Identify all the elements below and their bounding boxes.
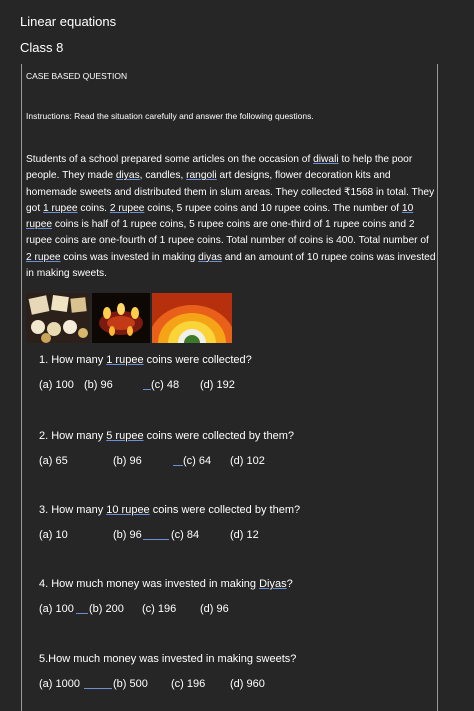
q4-option-a: (a) 100 <box>39 603 74 615</box>
underlined-term: diyas <box>115 170 140 182</box>
q1-option-d: (d) 192 <box>200 379 235 391</box>
q4-option-b: (b) 200 <box>89 603 124 615</box>
passage-text: , candles, <box>139 170 187 182</box>
q2-option-b: (b) 96 <box>113 455 142 467</box>
diya-lamps-image <box>92 293 150 343</box>
q2-option-d: (d) 102 <box>230 455 265 467</box>
passage-text: to help the poor people. They made <box>26 154 413 182</box>
q1-blank-line <box>143 379 151 393</box>
q3-blank-line <box>143 529 169 543</box>
q3-option-b: (b) 96 <box>113 529 142 541</box>
diwali-sweets-image <box>26 293 90 343</box>
underlined-term: diwali <box>313 154 339 165</box>
q5-option-b: (b) 500 <box>113 678 148 690</box>
class-label: Class 8 <box>20 40 64 55</box>
question-3: 3. How many 10 rupee coins were collected by them? <box>39 504 301 516</box>
q1-option-c: (c) 48 <box>151 379 180 391</box>
passage-text: coins was invested in making <box>60 251 199 263</box>
q2-option-a: (a) 65 <box>39 455 68 467</box>
passage-text: Students of a school prepared some articles on the occasion of <box>26 154 314 165</box>
underlined-term: 10 rupee <box>26 202 414 231</box>
q1-option-a: (a) 100 <box>39 379 74 391</box>
q4-option-c: (c) 196 <box>142 603 177 615</box>
q2-option-c: (c) 64 <box>183 455 212 467</box>
passage-text: coins, 5 rupee coins and 10 rupee coins. The number of <box>144 202 402 214</box>
q5-option-a: (a) 1000 <box>39 678 80 690</box>
q5-option-c: (c) 196 <box>171 678 206 690</box>
case-passage <box>26 152 436 282</box>
rangoli-flowers-image <box>152 293 232 343</box>
q1-option-b: (b) 96 <box>84 379 113 391</box>
question-5: 5.How much money was invested in making sweets? <box>39 653 297 665</box>
passage-text: and an amount of 10 rupee coins was invested in making sweets. <box>26 251 436 280</box>
underlined-term: diyas <box>198 251 222 263</box>
q3-option-c: (c) 84 <box>171 529 200 541</box>
instructions-text: Instructions: Read the situation carefully and answer the following questions. <box>26 111 314 121</box>
passage-text: coins. <box>77 202 110 214</box>
document-title: Linear equations <box>20 14 117 29</box>
case-based-label: CASE BASED QUESTION <box>26 71 128 81</box>
q5-blank-line <box>84 678 112 692</box>
q3-option-a: (a) 10 <box>39 529 68 541</box>
q3-option-d: (d) 12 <box>230 529 259 541</box>
q4-blank-line <box>76 603 88 617</box>
question-2: 2. How many 5 rupee coins were collected by them? <box>39 430 294 442</box>
left-border-line <box>21 64 22 711</box>
underlined-term: 2 rupee <box>109 202 145 214</box>
question-1: 1. How many 1 rupee coins were collected? <box>39 354 252 366</box>
question-4: 4. How much money was invested in making Diyas? <box>39 578 293 590</box>
underlined-term: 2 rupee <box>26 251 61 263</box>
q2-blank-line <box>173 455 183 469</box>
underlined-term: rangoli <box>186 170 217 182</box>
q4-option-d: (d) 96 <box>200 603 229 615</box>
passage-text: coins is half of 1 rupee coins, 5 rupee coins are one-third of 1 rupee coins and 2 rupee coins are one-fourth of 1 rupee coins. Total number of coins is 400. Total number of <box>26 219 429 247</box>
right-border-line <box>437 64 438 711</box>
passage-text: art designs, flower decoration kits and homemade sweets and distributed them in slum areas. They collected ₹1568 in total. They got <box>26 170 435 214</box>
underlined-term: 1 rupee <box>43 202 78 214</box>
q5-option-d: (d) 960 <box>230 678 265 690</box>
